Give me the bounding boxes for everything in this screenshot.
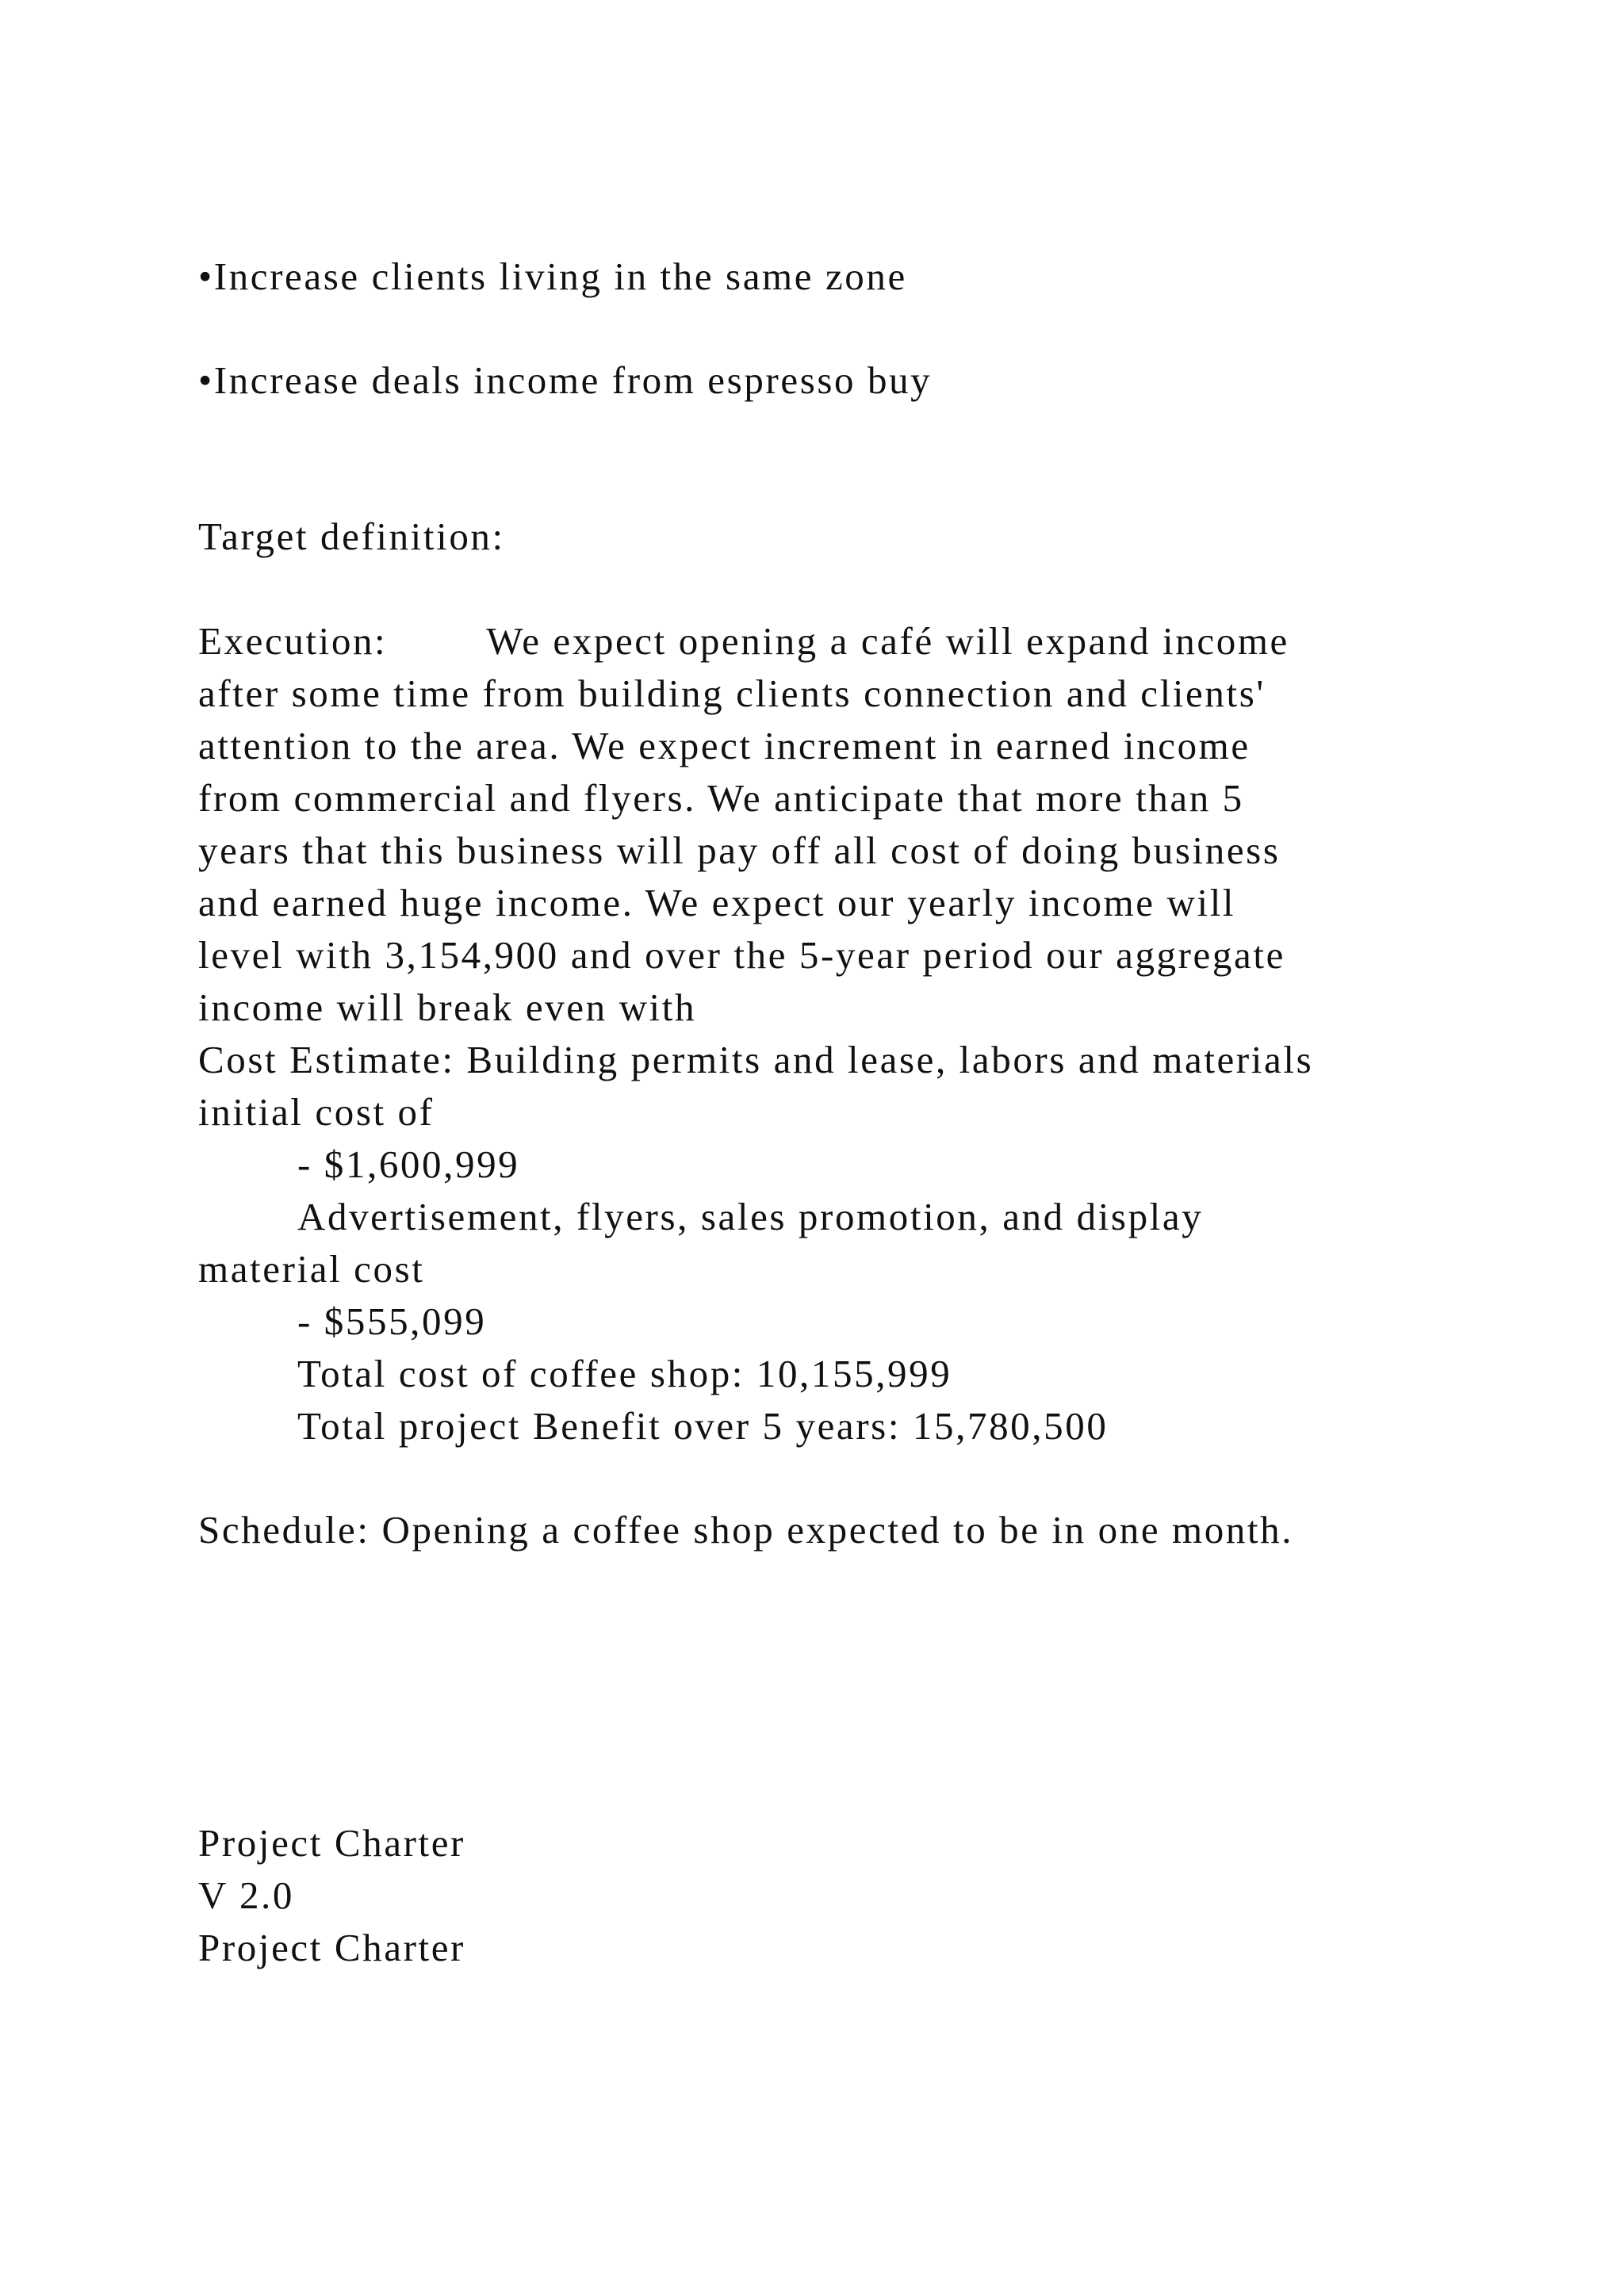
cost-amount: - $555,099 — [297, 1299, 487, 1343]
footer-title: Project Charter — [198, 1926, 465, 1969]
cost-estimate-text: Cost Estimate: Building permits and lease, labors and materials — [198, 1038, 1314, 1081]
cost-estimate-text: initial cost of — [198, 1090, 435, 1134]
total-cost: Total cost of coffee shop: 10,155,999 — [297, 1352, 952, 1395]
execution-text: from commercial and flyers. We anticipate that more than 5 — [198, 776, 1244, 820]
footer-title: Project Charter — [198, 1821, 465, 1865]
execution-text: after some time from building clients connection and clients' — [198, 672, 1266, 715]
execution-text: income will break even with — [198, 985, 697, 1029]
execution-text: level with 3,154,900 and over the 5-year period our aggregate — [198, 933, 1285, 977]
advertisement-text: material cost — [198, 1247, 425, 1291]
section-heading-target-definition: Target definition: — [198, 515, 505, 558]
execution-first-line — [198, 615, 1289, 668]
schedule-text: Schedule: Opening a coffee shop expected to be in one month. — [198, 1508, 1294, 1552]
execution-text: and earned huge income. We expect our yearly income will — [198, 881, 1236, 924]
execution-text: attention to the area. We expect increment in earned income — [198, 724, 1251, 767]
total-benefit: Total project Benefit over 5 years: 15,780,500 — [297, 1404, 1109, 1448]
cost-amount: - $1,600,999 — [297, 1142, 520, 1186]
execution-text: years that this business will pay off all cost of doing business — [198, 828, 1281, 872]
advertisement-text: Advertisement, flyers, sales promotion, and display — [297, 1195, 1204, 1238]
bullet-item: •Increase clients living in the same zone — [198, 254, 907, 298]
execution-text: We expect opening a café will expand income — [486, 619, 1289, 663]
execution-label: Execution: — [198, 619, 388, 663]
bullet-item: •Increase deals income from espresso buy — [198, 358, 933, 402]
footer-version: V 2.0 — [198, 1873, 295, 1917]
